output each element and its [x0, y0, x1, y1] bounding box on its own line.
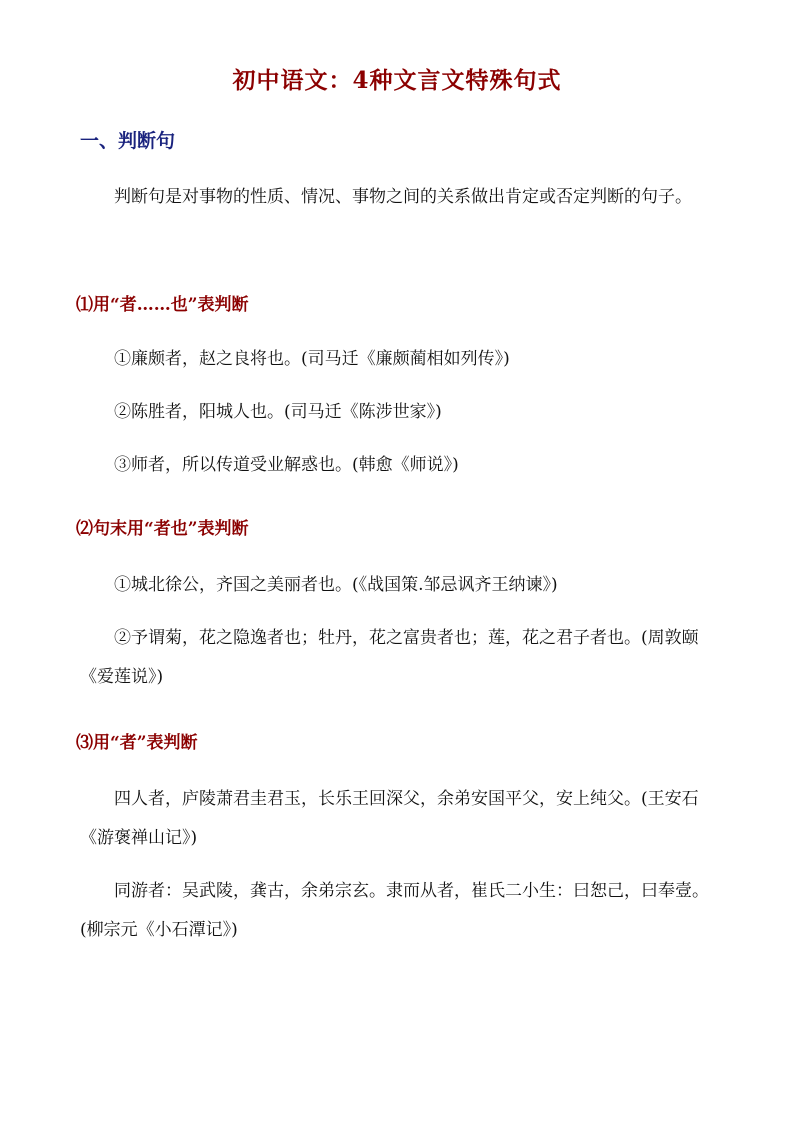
example-1-1: ①廉颇者，赵之良将也。(司马迁《廉颇蔺相如列传》) [114, 349, 510, 369]
subheading-1: ⑴用“者……也”表判断 [76, 295, 249, 315]
document-title: 初中语文：4种文言文特殊句式 [232, 67, 562, 94]
section-heading-judgment: 一、判断句 [80, 130, 176, 152]
subheading-2: ⑵句末用“者也”表判断 [76, 519, 249, 539]
example-2-2: ②予谓菊，花之隐逸者也；牡丹，花之富贵者也；莲，花之君子者也。(周敦颐《爱莲说》) [80, 628, 699, 687]
example-1-3: ③师者，所以传道受业解惑也。(韩愈《师说》) [114, 455, 459, 475]
example-3-2: 同游者：吴武陵，龚古，余弟宗玄。隶而从者，崔氏二小生：曰恕己，曰奉壹。(柳宗元《小石潭记》) [80, 881, 709, 940]
example-2-1: ①城北徐公，齐国之美丽者也。(《战国策.邹忌讽齐王纳谏》) [114, 575, 558, 595]
subheading-3: ⑶用“者”表判断 [76, 733, 198, 753]
example-3-1: 四人者，庐陵萧君圭君玉，长乐王回深父，余弟安国平父，安上纯父。(王安石《游褒禅山记》) [80, 789, 699, 848]
section-intro-paragraph: 判断句是对事物的性质、情况、事物之间的关系做出肯定或否定判断的句子。 [114, 187, 692, 207]
example-1-2: ②陈胜者，阳城人也。(司马迁《陈涉世家》) [114, 402, 442, 422]
